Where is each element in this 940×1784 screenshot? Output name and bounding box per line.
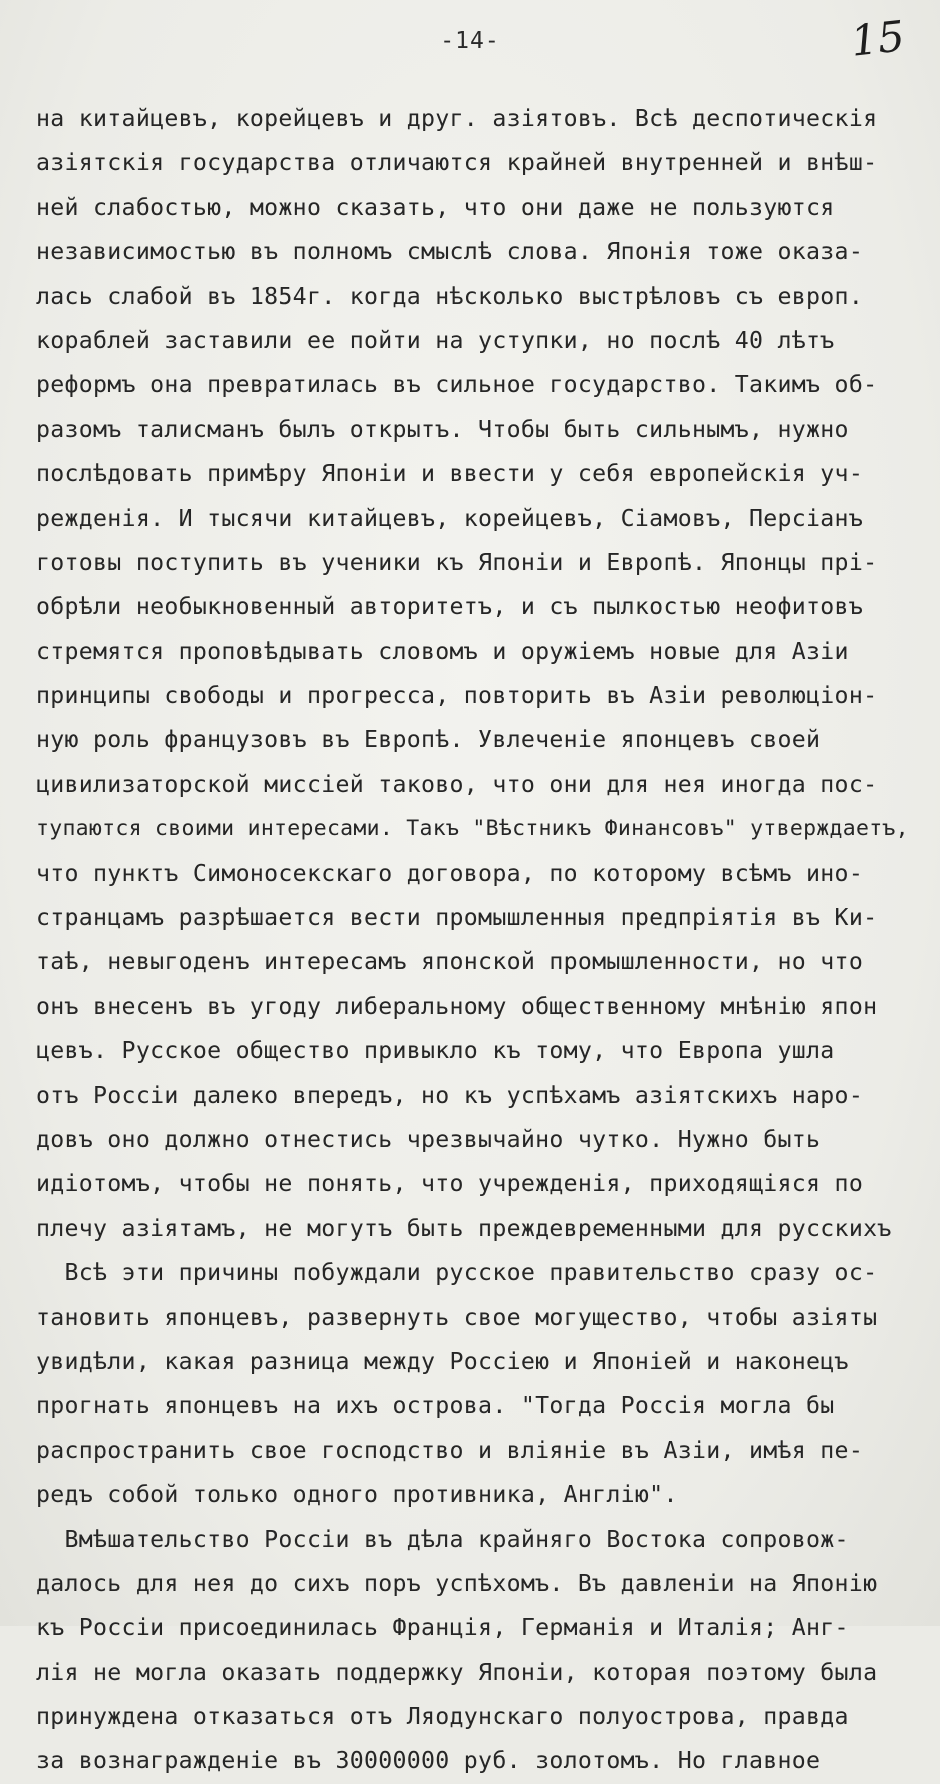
text-line: распространить свое господство и вліяніе въ Азіи, имѣя пе- — [36, 1436, 864, 1464]
text-line: принципы свободы и прогресса, повторить въ Азіи революціон- — [36, 682, 878, 710]
text-line: Всѣ эти причины побуждали русское правительство сразу ос- — [36, 1259, 878, 1287]
text-line: странцамъ разрѣшается вести промышленныя предпріятія въ Ки- — [36, 904, 878, 932]
text-line: обрѣли необыкновенный авторитетъ, и съ пылкостью неофитовъ — [36, 593, 864, 621]
text-line: что пунктъ Симоносекскаго договора, по которому всѣмъ ино- — [36, 859, 864, 887]
text-line: прогнать японцевъ на ихъ острова. "Тогда Россія могла бы — [36, 1392, 835, 1420]
text-line: отъ Россіи далеко впередъ, но къ успѣхамъ азіятскихъ наро- — [36, 1081, 864, 1109]
text-line: цивилизаторской миссіей таково, что они для нея иногда пос- — [36, 770, 878, 798]
text-line: режденія. И тысячи китайцевъ, корейцевъ, Сіамовъ, Персіанъ — [36, 504, 864, 532]
text-line: онъ внесенъ въ угоду либеральному общественному мнѣнію япон — [36, 992, 878, 1020]
text-line: ную роль французовъ въ Европѣ. Увлеченіе японцевъ своей — [36, 726, 821, 754]
text-line: принуждена отказаться отъ Ляодунскаго полуострова, правда — [36, 1703, 849, 1731]
text-line: ней слабостью, можно сказать, что они даже не пользуются — [36, 193, 835, 221]
text-line: лась слабой въ 1854г. когда нѣсколько выстрѣловъ съ европ. — [36, 282, 864, 310]
text-line: тупаются своими интересами. Такъ "Вѣстникъ Финансовъ" утверждаетъ, — [36, 816, 909, 842]
handwritten-folio-number: 15 — [848, 11, 907, 66]
text-line: разомъ талисманъ былъ открытъ. Чтобы быть сильнымъ, нужно — [36, 415, 849, 443]
text-line: стремятся проповѣдывать словомъ и оружіемъ новые для Азіи — [36, 637, 849, 665]
text-line: редъ собой только одного противника, Англію". — [36, 1481, 678, 1509]
body-text — [36, 97, 916, 1784]
text-line: увидѣли, какая разница между Россіею и Японіей и наконецъ — [36, 1347, 849, 1375]
text-line: Вмѣшательство Россіи въ дѣла крайняго Востока сопровож- — [36, 1525, 849, 1553]
text-line: тановить японцевъ, развернуть свое могущество, чтобы азіяты — [36, 1303, 878, 1331]
text-line: таѣ, невыгоденъ интересамъ японской промышленности, но что — [36, 948, 864, 976]
text-line: къ Россіи присоединилась Франція, Германія и Италія; Анг- — [36, 1614, 849, 1642]
text-line: независимостью въ полномъ смыслѣ слова. Японія тоже оказа- — [36, 238, 864, 266]
text-line: цевъ. Русское общество привыкло къ тому, что Европа ушла — [36, 1037, 835, 1065]
text-line: довъ оно должно отнестись чрезвычайно чутко. Нужно быть — [36, 1125, 821, 1153]
text-line: за вознагражденіе въ 30000000 руб. золотомъ. Но главное — [36, 1747, 821, 1775]
text-line: послѣдовать примѣру Японіи и ввести у себя европейскія уч- — [36, 460, 864, 488]
text-line: далось для нея до сихъ поръ успѣхомъ. Въ давленіи на Японію — [36, 1569, 878, 1597]
text-line: реформъ она превратилась въ сильное государство. Такимъ об- — [36, 371, 878, 399]
text-line: готовы поступить въ ученики къ Японіи и Европѣ. Японцы прі- — [36, 548, 878, 576]
text-line: азіятскія государства отличаются крайней внутренней и внѣш- — [36, 149, 878, 177]
text-line: идіотомъ, чтобы не понять, что учрежденія, приходящіяся по — [36, 1170, 864, 1198]
text-line: плечу азіятамъ, не могутъ быть преждевременными для русскихъ — [36, 1214, 892, 1242]
text-line: на китайцевъ, корейцевъ и друг. азіятовъ. Всѣ деспотическія — [36, 105, 878, 132]
page-number: -14- — [440, 28, 500, 54]
text-line: лія не могла оказать поддержку Японіи, которая поэтому была — [36, 1658, 878, 1686]
text-line: кораблей заставили ее пойти на уступки, но послѣ 40 лѣтъ — [36, 326, 835, 354]
